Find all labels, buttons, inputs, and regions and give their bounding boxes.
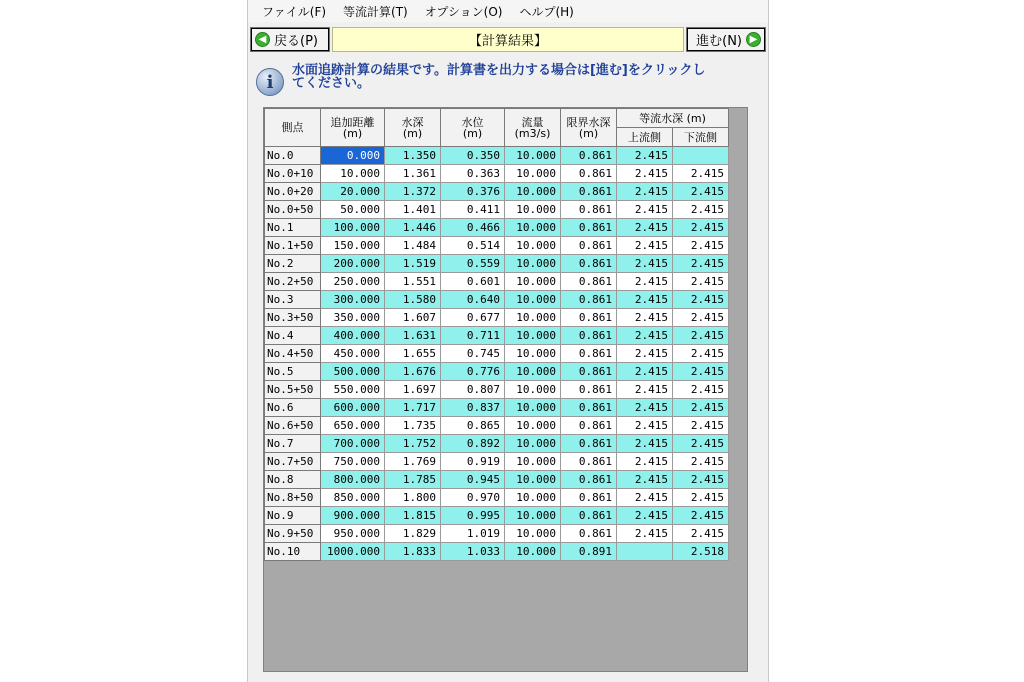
cell-flow[interactable]: 10.000 [505, 543, 561, 561]
back-button-label: 戻る(P) [274, 34, 318, 49]
cell-level[interactable]: 0.745 [441, 345, 505, 363]
table-row [265, 165, 729, 183]
cell-distance[interactable]: 750.000 [321, 453, 385, 471]
row-header[interactable]: No.9 [265, 507, 321, 525]
row-header[interactable]: No.0+20 [265, 183, 321, 201]
cell-distance[interactable]: 150.000 [321, 237, 385, 255]
cell-critical[interactable]: 0.861 [561, 417, 617, 435]
cell-level[interactable]: 0.640 [441, 291, 505, 309]
header-distance [321, 109, 385, 147]
row-header[interactable]: No.5 [265, 363, 321, 381]
cell-critical[interactable]: 0.861 [561, 453, 617, 471]
cell-critical[interactable]: 0.861 [561, 399, 617, 417]
cell-depth[interactable]: 1.401 [385, 201, 441, 219]
main-window [247, 0, 769, 682]
cell-distance[interactable]: 250.000 [321, 273, 385, 291]
cell-depth[interactable]: 1.551 [385, 273, 441, 291]
cell-distance[interactable]: 20.000 [321, 183, 385, 201]
row-header[interactable]: No.1+50 [265, 237, 321, 255]
cell-depth[interactable]: 1.676 [385, 363, 441, 381]
cell-up[interactable]: 2.415 [617, 471, 673, 489]
cell-up[interactable]: 2.415 [617, 507, 673, 525]
row-header[interactable]: No.3 [265, 291, 321, 309]
header-uniform: 等流水深 (m) [617, 109, 729, 128]
cell-depth[interactable]: 1.350 [385, 147, 441, 165]
row-header[interactable]: No.8 [265, 471, 321, 489]
row-header[interactable]: No.10 [265, 543, 321, 561]
row-header[interactable]: No.0 [265, 147, 321, 165]
nav-bar [250, 27, 766, 54]
cell-down[interactable]: 2.415 [673, 435, 729, 453]
cell-level[interactable]: 1.019 [441, 525, 505, 543]
cell-down[interactable]: 2.415 [673, 471, 729, 489]
menu-options[interactable]: オプション(O) [424, 4, 503, 19]
cell-up[interactable]: 2.415 [617, 381, 673, 399]
cell-distance[interactable]: 400.000 [321, 327, 385, 345]
cell-flow[interactable]: 10.000 [505, 165, 561, 183]
cell-level[interactable]: 0.411 [441, 201, 505, 219]
table-row [265, 255, 729, 273]
cell-distance[interactable]: 100.000 [321, 219, 385, 237]
cell-flow[interactable]: 10.000 [505, 201, 561, 219]
cell-flow[interactable]: 10.000 [505, 219, 561, 237]
cell-critical[interactable]: 0.861 [561, 147, 617, 165]
table-row [265, 201, 729, 219]
cell-critical[interactable]: 0.861 [561, 381, 617, 399]
cell-depth[interactable]: 1.631 [385, 327, 441, 345]
cell-depth[interactable]: 1.446 [385, 219, 441, 237]
row-header[interactable]: No.6+50 [265, 417, 321, 435]
cell-up[interactable]: 2.415 [617, 327, 673, 345]
cell-depth[interactable]: 1.735 [385, 417, 441, 435]
cell-distance[interactable]: 850.000 [321, 489, 385, 507]
info-message [256, 64, 761, 104]
cell-up[interactable]: 2.415 [617, 309, 673, 327]
row-header[interactable]: No.0+10 [265, 165, 321, 183]
cell-critical[interactable]: 0.861 [561, 471, 617, 489]
header-distance-label: 追加距離 [330, 115, 375, 129]
cell-distance[interactable]: 500.000 [321, 363, 385, 381]
cell-level[interactable]: 0.350 [441, 147, 505, 165]
cell-up[interactable]: 2.415 [617, 399, 673, 417]
cell-flow[interactable]: 10.000 [505, 345, 561, 363]
row-header[interactable]: No.0+50 [265, 201, 321, 219]
cell-level[interactable]: 0.995 [441, 507, 505, 525]
header-level-unit: (m) [462, 126, 483, 140]
cell-depth[interactable]: 1.769 [385, 453, 441, 471]
row-header[interactable]: No.2+50 [265, 273, 321, 291]
menu-help[interactable]: ヘルプ(H) [519, 4, 574, 19]
cell-down[interactable]: 2.415 [673, 219, 729, 237]
table-row [265, 327, 729, 345]
table-row [265, 507, 729, 525]
menu-file[interactable]: ファイル(F) [262, 4, 327, 19]
info-icon: i [256, 68, 284, 96]
header-critical [561, 109, 617, 147]
cell-flow[interactable]: 10.000 [505, 255, 561, 273]
cell-flow[interactable]: 10.000 [505, 489, 561, 507]
cell-down[interactable]: 2.415 [673, 201, 729, 219]
cell-level[interactable]: 0.363 [441, 165, 505, 183]
menu-bar [248, 0, 768, 22]
back-button[interactable] [250, 27, 330, 52]
cell-depth[interactable]: 1.752 [385, 435, 441, 453]
cell-depth[interactable]: 1.519 [385, 255, 441, 273]
cell-flow[interactable]: 10.000 [505, 399, 561, 417]
cell-depth[interactable]: 1.697 [385, 381, 441, 399]
cell-flow[interactable]: 10.000 [505, 237, 561, 255]
info-text-line1: 水面追跡計算の結果です。計算書を出力する場合は[進む]をクリックし [292, 63, 706, 78]
cell-up[interactable]: 2.415 [617, 489, 673, 507]
cell-level[interactable]: 0.677 [441, 309, 505, 327]
cell-flow[interactable]: 10.000 [505, 147, 561, 165]
cell-critical[interactable]: 0.861 [561, 273, 617, 291]
row-header[interactable]: No.9+50 [265, 525, 321, 543]
cell-up[interactable]: 2.415 [617, 363, 673, 381]
cell-up[interactable]: 2.415 [617, 219, 673, 237]
menu-uniform-flow[interactable]: 等流計算(T) [343, 4, 408, 19]
cell-down[interactable]: 2.415 [673, 183, 729, 201]
cell-depth[interactable]: 1.484 [385, 237, 441, 255]
cell-distance[interactable]: 900.000 [321, 507, 385, 525]
cell-down[interactable]: 2.415 [673, 417, 729, 435]
cell-level[interactable]: 1.033 [441, 543, 505, 561]
cell-distance[interactable]: 200.000 [321, 255, 385, 273]
cell-critical[interactable]: 0.861 [561, 255, 617, 273]
cell-up[interactable]: 2.415 [617, 291, 673, 309]
cell-depth[interactable]: 1.361 [385, 165, 441, 183]
header-station: 側点 [265, 109, 321, 147]
cell-up[interactable]: 2.415 [617, 165, 673, 183]
cell-flow[interactable]: 10.000 [505, 273, 561, 291]
header-flow [505, 109, 561, 147]
cell-depth[interactable]: 1.815 [385, 507, 441, 525]
table-row [265, 345, 729, 363]
cell-up[interactable]: 2.415 [617, 525, 673, 543]
header-distance-unit: (m) [342, 126, 363, 140]
row-header[interactable]: No.3+50 [265, 309, 321, 327]
cell-critical[interactable]: 0.861 [561, 201, 617, 219]
arrow-left-icon: ◀ [255, 32, 270, 47]
cell-distance[interactable]: 650.000 [321, 417, 385, 435]
cell-flow[interactable]: 10.000 [505, 381, 561, 399]
table-row [265, 489, 729, 507]
row-header[interactable]: No.1 [265, 219, 321, 237]
cell-distance[interactable]: 700.000 [321, 435, 385, 453]
cell-flow[interactable]: 10.000 [505, 291, 561, 309]
cell-depth[interactable]: 1.580 [385, 291, 441, 309]
header-downstream: 下流側 [673, 128, 729, 147]
cell-level[interactable]: 0.837 [441, 399, 505, 417]
cell-depth[interactable]: 1.800 [385, 489, 441, 507]
row-header[interactable]: No.7 [265, 435, 321, 453]
cell-flow[interactable]: 10.000 [505, 471, 561, 489]
cell-critical[interactable]: 0.861 [561, 489, 617, 507]
cell-down[interactable]: 2.415 [673, 255, 729, 273]
cell-up[interactable]: 2.415 [617, 273, 673, 291]
header-depth-unit: (m) [402, 126, 423, 140]
cell-critical[interactable]: 0.861 [561, 435, 617, 453]
header-level-label: 水位 [461, 115, 484, 129]
cell-down[interactable]: 2.415 [673, 381, 729, 399]
results-grid[interactable] [263, 107, 748, 672]
table-row [265, 219, 729, 237]
cell-flow[interactable]: 10.000 [505, 309, 561, 327]
cell-distance[interactable]: 50.000 [321, 201, 385, 219]
cell-level[interactable]: 0.601 [441, 273, 505, 291]
cell-depth[interactable]: 1.829 [385, 525, 441, 543]
cell-down[interactable]: 2.415 [673, 237, 729, 255]
cell-flow[interactable]: 10.000 [505, 435, 561, 453]
cell-distance[interactable]: 800.000 [321, 471, 385, 489]
cell-distance[interactable]: 600.000 [321, 399, 385, 417]
table-row [265, 273, 729, 291]
next-button-label: 進む(N) [696, 34, 742, 49]
table-row [265, 363, 729, 381]
header-critical-label: 限界水深 [566, 115, 611, 129]
cell-down[interactable]: 2.415 [673, 453, 729, 471]
cell-critical[interactable]: 0.861 [561, 345, 617, 363]
table-row [265, 417, 729, 435]
cell-up[interactable]: 2.415 [617, 147, 673, 165]
row-header[interactable]: No.8+50 [265, 489, 321, 507]
cell-level[interactable]: 0.466 [441, 219, 505, 237]
cell-depth[interactable]: 1.785 [385, 471, 441, 489]
cell-down[interactable] [673, 147, 729, 165]
row-header[interactable]: No.7+50 [265, 453, 321, 471]
table-row [265, 543, 729, 561]
cell-level[interactable]: 0.376 [441, 183, 505, 201]
cell-flow[interactable]: 10.000 [505, 183, 561, 201]
cell-level[interactable]: 0.514 [441, 237, 505, 255]
cell-depth[interactable]: 1.717 [385, 399, 441, 417]
header-flow-label: 流量 [521, 115, 544, 129]
header-upstream: 上流側 [617, 128, 673, 147]
cell-distance[interactable]: 550.000 [321, 381, 385, 399]
info-text-line2: てください。 [292, 76, 371, 91]
cell-critical[interactable]: 0.861 [561, 183, 617, 201]
header-level [441, 109, 505, 147]
cell-up[interactable]: 2.415 [617, 237, 673, 255]
cell-distance[interactable]: 350.000 [321, 309, 385, 327]
cell-flow[interactable]: 10.000 [505, 525, 561, 543]
cell-up[interactable]: 2.415 [617, 183, 673, 201]
table-row [265, 309, 729, 327]
cell-down[interactable]: 2.415 [673, 327, 729, 345]
table-row [265, 237, 729, 255]
header-flow-unit: (m3/s) [514, 126, 551, 140]
cell-level[interactable]: 0.711 [441, 327, 505, 345]
cell-distance[interactable]: 0.000 [321, 147, 385, 165]
cell-up[interactable] [617, 543, 673, 561]
cell-depth[interactable]: 1.607 [385, 309, 441, 327]
cell-down[interactable]: 2.415 [673, 363, 729, 381]
table-row [265, 435, 729, 453]
results-table [264, 108, 729, 561]
row-header[interactable]: No.2 [265, 255, 321, 273]
cell-distance[interactable]: 450.000 [321, 345, 385, 363]
cell-depth[interactable]: 1.833 [385, 543, 441, 561]
cell-level[interactable]: 0.892 [441, 435, 505, 453]
cell-distance[interactable]: 950.000 [321, 525, 385, 543]
cell-critical[interactable]: 0.861 [561, 507, 617, 525]
page-title: 【計算結果】 [332, 27, 684, 52]
cell-up[interactable]: 2.415 [617, 345, 673, 363]
cell-down[interactable]: 2.415 [673, 291, 729, 309]
cell-up[interactable]: 2.415 [617, 435, 673, 453]
cell-up[interactable]: 2.415 [617, 453, 673, 471]
cell-down[interactable]: 2.415 [673, 525, 729, 543]
cell-critical[interactable]: 0.861 [561, 327, 617, 345]
row-header[interactable]: No.5+50 [265, 381, 321, 399]
table-row [265, 453, 729, 471]
table-row [265, 147, 729, 165]
cell-level[interactable]: 0.559 [441, 255, 505, 273]
table-row [265, 525, 729, 543]
cell-depth[interactable]: 1.372 [385, 183, 441, 201]
cell-level[interactable]: 0.919 [441, 453, 505, 471]
cell-flow[interactable]: 10.000 [505, 363, 561, 381]
cell-critical[interactable]: 0.861 [561, 237, 617, 255]
cell-critical[interactable]: 0.891 [561, 543, 617, 561]
table-row [265, 399, 729, 417]
cell-up[interactable]: 2.415 [617, 201, 673, 219]
cell-down[interactable]: 2.415 [673, 309, 729, 327]
info-text [292, 64, 742, 90]
cell-critical[interactable]: 0.861 [561, 165, 617, 183]
cell-critical[interactable]: 0.861 [561, 525, 617, 543]
cell-level[interactable]: 0.970 [441, 489, 505, 507]
cell-level[interactable]: 0.945 [441, 471, 505, 489]
cell-down[interactable]: 2.415 [673, 489, 729, 507]
cell-down[interactable]: 2.415 [673, 345, 729, 363]
row-header[interactable]: No.6 [265, 399, 321, 417]
cell-critical[interactable]: 0.861 [561, 363, 617, 381]
cell-level[interactable]: 0.807 [441, 381, 505, 399]
arrow-right-icon: ▶ [746, 32, 761, 47]
row-header[interactable]: No.4+50 [265, 345, 321, 363]
cell-level[interactable]: 0.865 [441, 417, 505, 435]
cell-critical[interactable]: 0.861 [561, 309, 617, 327]
cell-distance[interactable]: 300.000 [321, 291, 385, 309]
cell-down[interactable]: 2.415 [673, 273, 729, 291]
row-header[interactable]: No.4 [265, 327, 321, 345]
header-depth-label: 水深 [401, 115, 424, 129]
header-critical-unit: (m) [578, 126, 599, 140]
cell-down[interactable]: 2.415 [673, 399, 729, 417]
cell-down[interactable]: 2.415 [673, 507, 729, 525]
cell-flow[interactable]: 10.000 [505, 417, 561, 435]
next-button[interactable] [686, 27, 766, 52]
cell-flow[interactable]: 10.000 [505, 327, 561, 345]
cell-down[interactable]: 2.415 [673, 165, 729, 183]
cell-up[interactable]: 2.415 [617, 255, 673, 273]
cell-distance[interactable]: 10.000 [321, 165, 385, 183]
cell-critical[interactable]: 0.861 [561, 219, 617, 237]
table-row [265, 291, 729, 309]
cell-flow[interactable]: 10.000 [505, 507, 561, 525]
header-depth [385, 109, 441, 147]
cell-flow[interactable]: 10.000 [505, 453, 561, 471]
cell-critical[interactable]: 0.861 [561, 291, 617, 309]
cell-depth[interactable]: 1.655 [385, 345, 441, 363]
table-row [265, 471, 729, 489]
cell-down[interactable]: 2.518 [673, 543, 729, 561]
cell-level[interactable]: 0.776 [441, 363, 505, 381]
cell-distance[interactable]: 1000.000 [321, 543, 385, 561]
cell-up[interactable]: 2.415 [617, 417, 673, 435]
table-row [265, 183, 729, 201]
table-row [265, 381, 729, 399]
